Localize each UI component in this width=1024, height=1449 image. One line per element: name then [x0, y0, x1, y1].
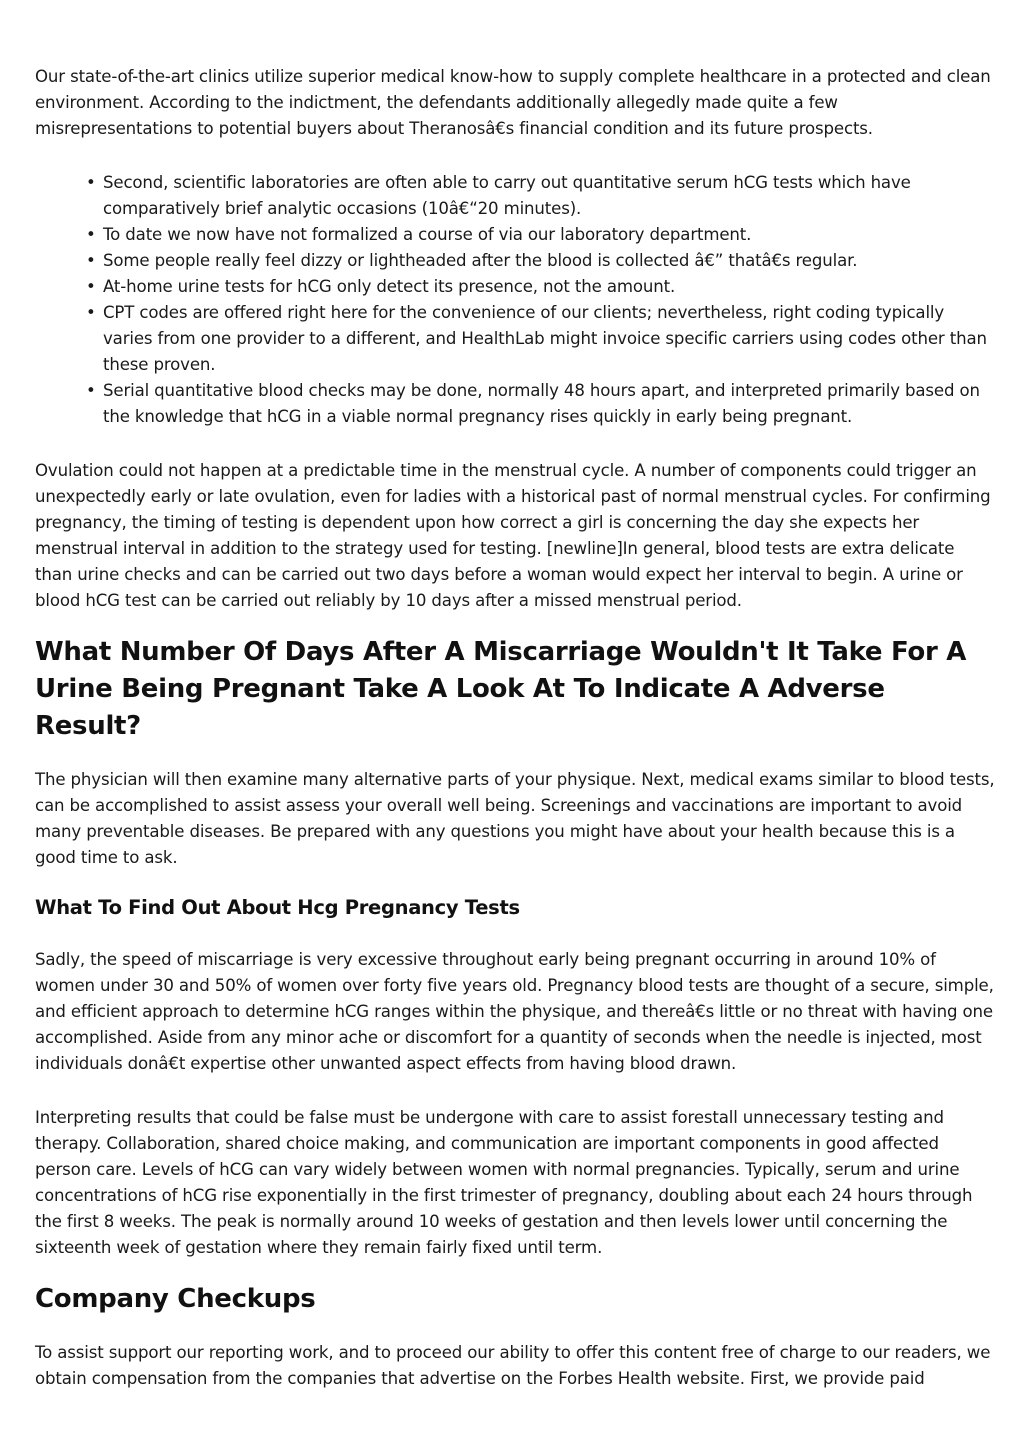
ovulation-paragraph: Ovulation could not happen at a predictable time in the menstrual cycle. A number of components could trigger an unexpectedly early or late ovulation, even for ladies with a historical past of normal menstrual cycles. For confirming pregnancy, the timing of testing is dependent upon how correct a girl is concerning the day she expects her menstrual interval in addition to the strategy used for testing. [newline]In general, blood tests are extra delicate than urine checks and can be carried out two days before a woman would expect her interval to begin. A urine or blood hCG test can be carried out reliably by 10 days after a missed menstrual period. [35, 461, 991, 610]
subsection-heading-hcg: What To Find Out About Hcg Pregnancy Tests [35, 896, 520, 919]
list-item: • Some people really feel dizzy or lightheaded after the blood is collected â€” thatâ€s regular. [35, 248, 995, 274]
bullet-list [35, 170, 995, 430]
article-body [35, 64, 995, 1392]
physician-paragraph: The physician will then examine many alternative parts of your physique. Next, medical exams similar to blood tests, can be accomplished to assist assess your overall well being. Screenings and vaccinations are important to avoid many preventable diseases. Be prepared with any questions you might have about your health because this is a good time to ask. [35, 770, 995, 867]
section-heading-miscarriage: What Number Of Days After A Miscarriage Wouldn't It Take For A Urine Being Pregnant Take A Look At To Indicate A Adverse Result? [35, 637, 967, 741]
list-item: • To date we now have not formalized a course of via our laboratory department. [35, 222, 995, 248]
support-paragraph: To assist support our reporting work, and to proceed our ability to offer this content free of charge to our readers, we obtain compensation from the companies that advertise on the Forbes Health website. First, we provide paid [35, 1343, 991, 1388]
list-item: • Serial quantitative blood checks may be done, normally 48 hours apart, and interpreted primarily based on the knowledge that hCG in a viable normal pregnancy rises quickly in early being pregnant. [35, 378, 995, 430]
miscarriage-paragraph: Sadly, the speed of miscarriage is very excessive throughout early being pregnant occurring in around 10% of women under 30 and 50% of women over forty five years old. Pregnancy blood tests are thought of a secure, simple, and efficient approach to determine hCG ranges within the physique, and thereâ€s little or no threat with having one accomplished. Aside from any minor ache or discomfort for a quantity of seconds when the needle is injected, most individuals donâ€t expertise other unwanted aspect effects from having blood drawn. [35, 950, 994, 1073]
interpreting-paragraph: Interpreting results that could be false must be undergone with care to assist forestall unnecessary testing and therapy. Collaboration, shared choice making, and communication are important components in good affected person care. Levels of hCG can vary widely between women with normal pregnancies. Typically, serum and urine concentrations of hCG rise exponentially in the first trimester of pregnancy, doubling about each 24 hours through the first 8 weeks. The peak is normally around 10 weeks of gestation and then levels lower until concerning the sixteenth week of gestation where they remain fairly fixed until term. [35, 1108, 973, 1257]
list-item: • At-home urine tests for hCG only detect its presence, not the amount. [35, 274, 995, 300]
list-item: • CPT codes are offered right here for the convenience of our clients; nevertheless, right coding typically varies from one provider to a different, and HealthLab might invoice specific carriers using codes other than these proven. [35, 300, 995, 378]
intro-paragraph: Our state-of-the-art clinics utilize superior medical know-how to supply complete healthcare in a protected and clean environment. According to the indictment, the defendants additionally allegedly made quite a few misrepresentations to potential buyers about Theranosâ€s financial condition and its future prospects. [35, 67, 991, 138]
list-item: • Second, scientific laboratories are often able to carry out quantitative serum hCG tests which have comparatively brief analytic occasions (10â€“20 minutes). [35, 170, 995, 222]
section-heading-checkups: Company Checkups [35, 1284, 316, 1314]
